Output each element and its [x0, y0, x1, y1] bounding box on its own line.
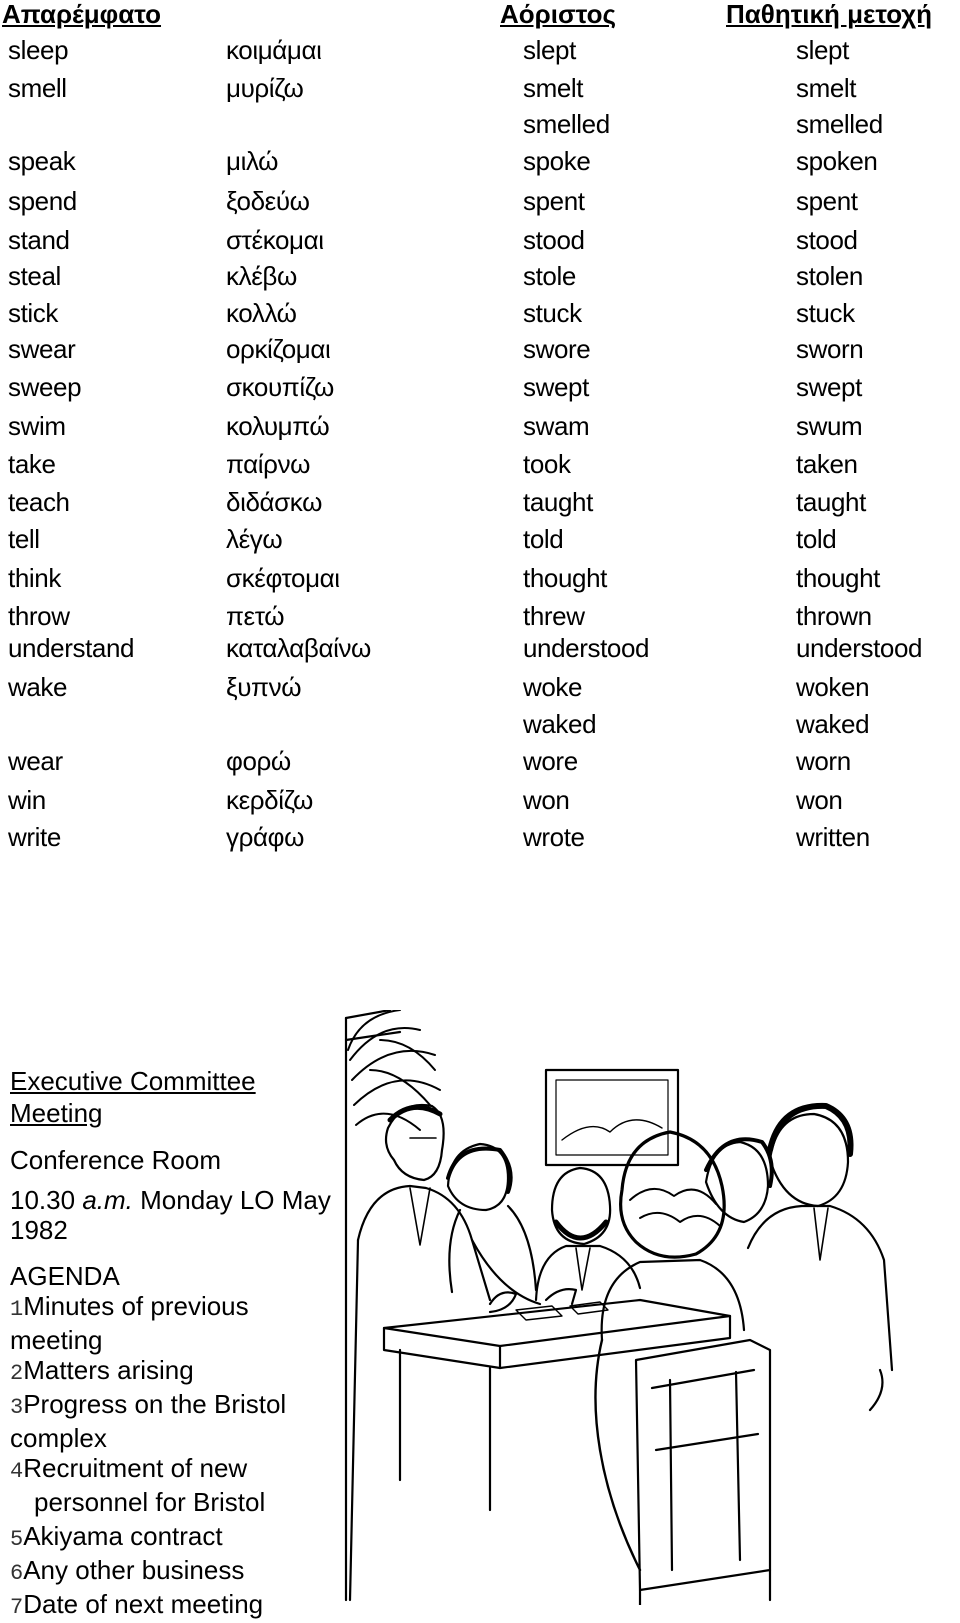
agenda-item	[10, 1291, 340, 1355]
table-row	[0, 598, 960, 634]
table-row	[0, 222, 960, 258]
greek-cell: κολλώ	[226, 298, 297, 328]
greek-cell: καταλαβαίνω	[226, 633, 371, 663]
past-cell: stole	[523, 261, 576, 291]
greek-cell: ξυπνώ	[226, 672, 302, 702]
participle-cell: woken	[796, 672, 870, 702]
greek-cell: μιλώ	[226, 146, 279, 176]
past-cell: won	[523, 785, 570, 815]
participle-cell: taken	[796, 449, 858, 479]
table-row	[0, 70, 960, 106]
participle-cell: slept	[796, 35, 849, 65]
infinitive-cell: wear	[8, 746, 63, 776]
agenda-heading: AGENDA	[10, 1261, 120, 1291]
infinitive-cell: swear	[8, 334, 76, 364]
greek-cell: ξοδεύω	[226, 186, 310, 216]
table-row	[0, 560, 960, 596]
table-row	[0, 446, 960, 482]
agenda-item-number: 1	[10, 1297, 24, 1322]
header-past: Αόριστος	[500, 0, 617, 29]
infinitive-cell: take	[8, 449, 56, 479]
participle-cell: smelt	[796, 73, 857, 103]
greek-cell: σκέφτομαι	[226, 563, 340, 593]
participle-cell: won	[796, 785, 843, 815]
agenda-item-text: Matters arising	[23, 1355, 194, 1385]
bearded-man-figure	[536, 1168, 640, 1300]
past-cell: spent	[523, 186, 585, 216]
wall-picture-mountains	[562, 1120, 662, 1140]
agenda-item-text: personnel for Bristol	[34, 1487, 266, 1517]
table-row	[0, 521, 960, 557]
participle-cell: thrown	[796, 601, 872, 631]
agenda-card	[10, 1065, 340, 1623]
agenda-item-number: 6	[10, 1561, 24, 1586]
plant-leaves	[348, 1010, 440, 1130]
infinitive-cell: wake	[8, 672, 68, 702]
participle-cell: told	[796, 524, 837, 554]
agenda-item	[10, 1589, 340, 1623]
infinitive-cell: swim	[8, 411, 66, 441]
infinitive-cell: steal	[8, 261, 61, 291]
greek-cell: γράφω	[226, 822, 304, 852]
past-cell: thought	[523, 563, 607, 593]
meeting-place: Conference Room	[10, 1145, 221, 1175]
table-row	[0, 782, 960, 818]
infinitive-cell: stand	[8, 225, 70, 255]
past-cell: woke	[523, 672, 583, 702]
greek-cell: ορκίζομαι	[226, 334, 331, 364]
agenda-item-number: 2	[10, 1361, 24, 1386]
chair	[636, 1340, 770, 1605]
participle-cell: spoken	[796, 146, 878, 176]
participle-cell: spent	[796, 186, 858, 216]
past-cell: threw	[523, 601, 585, 631]
greek-cell: διδάσκω	[226, 487, 322, 517]
table-row	[0, 183, 960, 219]
infinitive-cell: spend	[8, 186, 77, 216]
meeting-time-number: 10.30	[10, 1185, 76, 1215]
participle-cell: taught	[796, 487, 866, 517]
infinitive-cell: tell	[8, 524, 40, 554]
table-row	[0, 32, 960, 68]
past-cell: waked	[523, 709, 597, 739]
table-row	[0, 484, 960, 520]
agenda-item-number: 7	[10, 1595, 24, 1620]
greek-cell: σκουπίζω	[226, 372, 334, 402]
greek-cell: κλέβω	[226, 261, 297, 291]
participle-cell: written	[796, 822, 870, 852]
agenda-item	[10, 1453, 340, 1487]
greek-cell: στέκομαι	[226, 225, 324, 255]
infinitive-cell: sleep	[8, 35, 69, 65]
woman-back-torso	[595, 1340, 640, 1570]
agenda-item	[10, 1389, 340, 1453]
past-cell: taught	[523, 487, 593, 517]
meeting-table	[384, 1300, 730, 1510]
past-cell: swept	[523, 372, 589, 402]
greek-cell: φορώ	[226, 746, 291, 776]
infinitive-cell: sweep	[8, 372, 82, 402]
header-participle: Παθητική μετοχή	[726, 0, 933, 29]
agenda-item-text: Recruitment of new	[23, 1453, 248, 1483]
agenda-item	[10, 1355, 340, 1389]
infinitive-cell: smell	[8, 73, 67, 103]
agenda-item-text: Progress on the Bristol complex	[10, 1389, 287, 1453]
table-row	[0, 258, 960, 294]
young-woman-right-figure	[706, 1139, 772, 1222]
agenda-item	[10, 1521, 340, 1555]
past-cell: stuck	[523, 298, 582, 328]
meeting-illustration	[340, 1010, 900, 1605]
meeting-time-ampm: a.m.	[82, 1185, 133, 1215]
participle-cell: swept	[796, 372, 862, 402]
agenda-item-text: Akiyama contract	[23, 1521, 223, 1551]
meeting-title: Executive Committee Meeting	[10, 1066, 256, 1128]
greek-cell: πετώ	[226, 601, 285, 631]
greek-cell: κολυμπώ	[226, 411, 330, 441]
infinitive-cell: teach	[8, 487, 70, 517]
past-cell: understood	[523, 633, 650, 663]
table-row	[0, 408, 960, 444]
meeting-time	[10, 1185, 340, 1245]
past-cell: smelt	[523, 73, 584, 103]
greek-cell: λέγω	[226, 524, 283, 554]
agenda-item-text: Any other business	[23, 1555, 245, 1585]
greek-cell: κερδίζω	[226, 785, 313, 815]
meeting-date: Monday LO May 1982	[10, 1185, 331, 1245]
table-row	[0, 143, 960, 179]
agenda-item-number: 4	[10, 1459, 24, 1484]
greek-cell: παίρνω	[226, 449, 311, 479]
table-row	[0, 743, 960, 779]
table-row	[0, 106, 960, 142]
agenda-item-number: 5	[10, 1527, 24, 1552]
greek-cell: μυρίζω	[226, 73, 304, 103]
participle-cell: stood	[796, 225, 858, 255]
participle-cell: sworn	[796, 334, 864, 364]
table-row	[0, 706, 960, 742]
agenda-item-continuation	[34, 1487, 340, 1521]
past-cell: stood	[523, 225, 585, 255]
past-cell: took	[523, 449, 571, 479]
participle-cell: stolen	[796, 261, 863, 291]
past-cell: swam	[523, 411, 590, 441]
agenda-item-text: Date of next meeting	[23, 1589, 264, 1619]
infinitive-cell: write	[8, 822, 61, 852]
participle-cell: smelled	[796, 109, 883, 139]
agenda-item	[10, 1555, 340, 1589]
past-cell: wrote	[523, 822, 585, 852]
past-cell: swore	[523, 334, 591, 364]
infinitive-cell: win	[8, 785, 46, 815]
participle-cell: waked	[796, 709, 870, 739]
agenda-item-number: 3	[10, 1395, 24, 1420]
agenda-item-text: Minutes of previous meeting	[10, 1291, 249, 1355]
past-cell: told	[523, 524, 564, 554]
past-cell: slept	[523, 35, 576, 65]
past-cell: spoke	[523, 146, 591, 176]
greek-cell: κοιμάμαι	[226, 35, 322, 65]
table-row	[0, 369, 960, 405]
infinitive-cell: stick	[8, 298, 59, 328]
participle-cell: stuck	[796, 298, 855, 328]
wall-picture-inner	[556, 1080, 668, 1155]
participle-cell: understood	[796, 633, 923, 663]
wall-picture-frame	[546, 1070, 678, 1165]
infinitive-cell: think	[8, 563, 61, 593]
infinitive-cell: understand	[8, 633, 135, 663]
infinitive-cell: throw	[8, 601, 70, 631]
header-infinitive: Απαρέμφατο	[2, 0, 162, 29]
table-row	[0, 630, 960, 666]
table-row	[0, 819, 960, 855]
curly-hair-woman-figure	[602, 1132, 744, 1340]
past-cell: wore	[523, 746, 578, 776]
participle-cell: thought	[796, 563, 880, 593]
table-row	[0, 331, 960, 367]
past-cell: smelled	[523, 109, 610, 139]
participle-cell: swum	[796, 411, 863, 441]
table-row	[0, 669, 960, 705]
infinitive-cell: speak	[8, 146, 76, 176]
participle-cell: worn	[796, 746, 851, 776]
table-row	[0, 295, 960, 331]
